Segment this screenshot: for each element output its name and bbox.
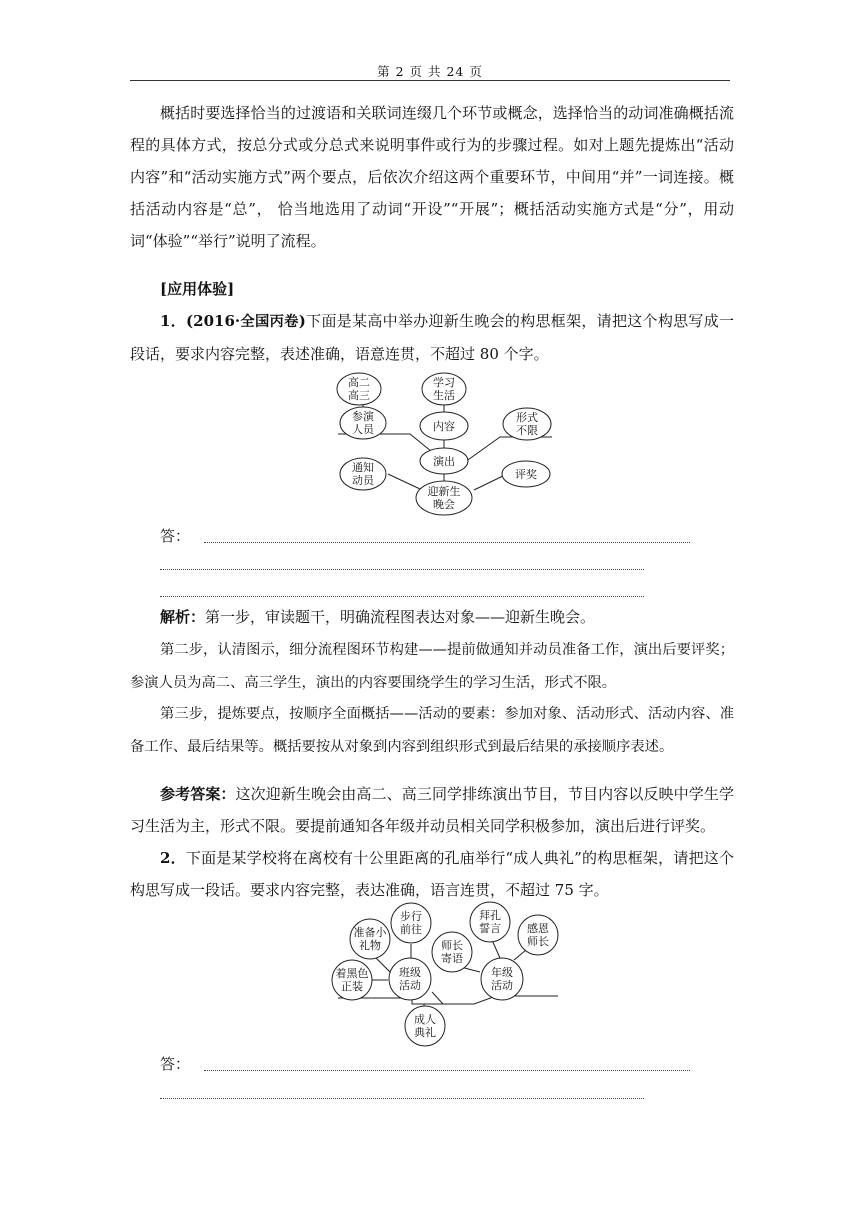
- node-label: 形式: [516, 411, 538, 424]
- reference-text: 这次迎新生晚会由高二、高三同学排练演出节目，节目内容以反映中学生学习生活为主，形式不限。要提前通知各年级并动员相关同学积极参加，演出后进行评奖。: [130, 785, 734, 835]
- analysis-step-3: [130, 697, 734, 763]
- page-number-header: 第 2 页 共 24 页: [377, 64, 483, 79]
- intro-paragraph: 概括时要选择恰当的过渡语和关联词连缀几个环节或概念，选择恰当的动词准确概括流程的具体方式，按总分式或分总式来说明事件或行为的步骤过程。如对上题先提炼出“活动内容”和“活动实施方式”两个要点，后依次介绍这两个重要环节，中间用“并”一词连接。概括活动内容是“总”， 恰当地选用了动词“开设”“开展”；概括活动实施方式是“分”，用动词“体验”“举行”说明了流程。: [130, 104, 734, 250]
- node-label: 成人: [414, 1013, 436, 1026]
- header-divider: [130, 80, 730, 81]
- node-form-unlimited: [503, 408, 551, 440]
- node-coming-of-age-ceremony: [405, 1006, 445, 1046]
- node-prepare-gift: [350, 919, 390, 959]
- welcome-party-diagram: [330, 372, 560, 517]
- answer-line[interactable]: [204, 542, 690, 543]
- node-walk-there: [391, 903, 431, 943]
- node-label: 着黑色: [335, 967, 369, 980]
- node-label: 活动: [491, 979, 513, 992]
- node-welcome-party: [416, 481, 472, 515]
- answer-label-2: 答：: [160, 1055, 191, 1073]
- node-label: 班级: [399, 966, 421, 979]
- reference-label: 参考答案：: [160, 785, 236, 803]
- section-title: [应用体验]: [160, 280, 235, 298]
- coming-of-age-diagram: [328, 900, 568, 1048]
- analysis-text: 第二步，认清图示，细分流程图环节构建——提前做通知并动员准备工作，演出后要评奖；参演人员为高二、高三学生，演出的内容要围绕学生的学习生活，形式不限。: [130, 642, 734, 691]
- diagram-line: [514, 950, 526, 960]
- node-label: 感恩: [527, 922, 549, 935]
- question-1: [130, 305, 734, 370]
- node-label: 高三: [348, 389, 370, 402]
- analysis-label: 解析：: [160, 608, 206, 626]
- node-label: 晚会: [433, 498, 455, 511]
- answer-line[interactable]: [160, 569, 644, 570]
- question-1-source-name: 全国丙卷: [240, 314, 299, 330]
- node-label: 拜孔: [479, 909, 501, 922]
- node-black-formalwear: [332, 960, 372, 1000]
- node-teacher-message: [432, 932, 472, 972]
- node-label: 演出: [433, 455, 455, 468]
- node-content: [420, 412, 468, 440]
- node-label: 典礼: [414, 1026, 436, 1039]
- answer-line[interactable]: [204, 1070, 690, 1071]
- node-notify-mobilize: [340, 458, 386, 490]
- node-label: 人员: [352, 423, 374, 436]
- answer-label-1: 答：: [160, 527, 191, 545]
- reference-answer: [130, 778, 734, 842]
- node-label: 高二: [348, 376, 370, 389]
- node-label: 寄语: [441, 952, 463, 965]
- node-label: 迎新生: [427, 485, 461, 498]
- answer-line[interactable]: [160, 1098, 644, 1099]
- node-label: 不限: [516, 424, 538, 437]
- diagram-line: [465, 437, 552, 462]
- node-label: 准备小: [353, 926, 387, 939]
- node-label: 师长: [527, 935, 549, 948]
- node-label: 内容: [433, 420, 455, 433]
- question-1-number: 1．: [160, 312, 187, 330]
- node-label: 动员: [352, 474, 374, 487]
- node-grade-2-3: [337, 373, 381, 405]
- node-label: 活动: [399, 979, 421, 992]
- node-label: 评奖: [515, 468, 537, 481]
- answer-line[interactable]: [160, 596, 644, 597]
- node-grade-activity: [481, 958, 523, 1000]
- node-performance: [420, 448, 468, 474]
- analysis-text: 第三步，提炼要点，按顺序全面概括——活动的要素：参加对象、活动形式、活动内容、准备工作、最后结果等。概括要按从对象到内容到组织形式到最后结果的承接顺序表述。: [130, 706, 734, 755]
- node-label: 学习: [433, 376, 455, 389]
- node-label: 礼物: [359, 939, 381, 952]
- node-thank-teachers: [518, 915, 558, 955]
- analysis-step-1: [130, 601, 734, 633]
- diagram-line: [492, 940, 500, 958]
- analysis-text: 第一步，审读题干，明确流程图表达对象——迎新生晚会。: [205, 608, 596, 626]
- node-label: 年级: [491, 966, 513, 979]
- node-label: 正装: [341, 980, 363, 993]
- question-2-text: 下面是某学校将在离校有十公里距离的孔庙举行“成人典礼”的构思框架，请把这个构思写成一段话。要求内容完整，表达准确，语言连贯，不超过 75 字。: [130, 849, 735, 899]
- node-label: 前往: [400, 923, 422, 936]
- question-2: [130, 842, 734, 906]
- node-class-activity: [389, 958, 431, 1000]
- node-performers: [340, 407, 386, 439]
- node-label: 誓言: [479, 922, 501, 935]
- diagram-line: [432, 992, 443, 1004]
- node-label: 参演: [352, 410, 374, 423]
- question-1-text: 下面是某高中举办迎新生晚会的构思框架，请把这个构思写成一段话，要求内容完整，表述准确，语意连贯，不超过 80 个字。: [130, 312, 734, 363]
- diagram-line: [474, 475, 505, 490]
- node-label: 步行: [400, 910, 422, 923]
- question-1-source-open: (2016·: [186, 312, 241, 330]
- analysis-step-2: [130, 633, 734, 699]
- diagram-line: [388, 474, 420, 489]
- node-awards: [502, 461, 550, 487]
- node-label: 师长: [441, 939, 463, 952]
- question-2-number: 2．: [160, 849, 186, 867]
- node-study-life: [422, 373, 466, 405]
- node-confucius-oath: [470, 902, 510, 942]
- node-label: 生活: [433, 389, 455, 402]
- node-label: 通知: [352, 461, 374, 474]
- question-1-source-close: ): [298, 312, 306, 330]
